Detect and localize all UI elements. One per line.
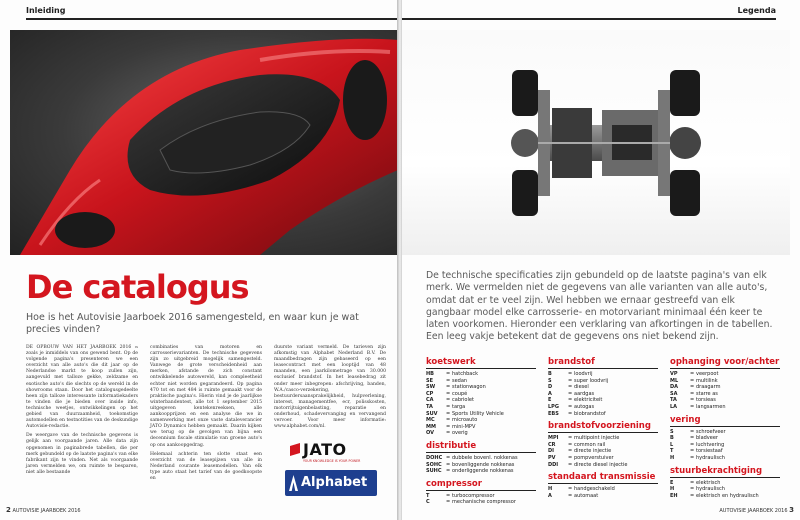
legend-equals: =	[690, 435, 695, 442]
legend-row	[426, 493, 536, 500]
legend-abbreviation: MM	[426, 423, 436, 430]
legend-row	[670, 493, 780, 500]
red-sports-car-image	[10, 30, 398, 255]
legend-abbreviation: OV	[426, 430, 434, 437]
legend-equals: =	[690, 454, 695, 461]
legend-heading: compressor	[426, 479, 536, 491]
legend-equals: =	[446, 492, 451, 499]
legend-description: autogas	[574, 403, 595, 410]
legend-equals: =	[446, 417, 451, 424]
legend-description: onderliggende nokkenas	[452, 468, 514, 475]
legend-list	[426, 493, 536, 506]
legend-row	[548, 448, 658, 455]
legend-row	[426, 462, 536, 469]
legend-row	[426, 397, 536, 404]
legend-equals: =	[446, 403, 451, 410]
legend-description: dubbele bovenl. nokkenas	[452, 454, 518, 461]
legend-description: schroefveer	[696, 428, 726, 435]
legend-equals: =	[446, 390, 451, 397]
legend-description: loodvrij	[574, 371, 593, 377]
legend-description: pompverstuiver	[574, 454, 614, 461]
legend-description: hatchback	[452, 371, 478, 377]
legend-group	[670, 415, 780, 462]
legend-abbreviation: T	[670, 448, 674, 455]
legend-list	[670, 480, 780, 500]
legend-column-3	[670, 357, 780, 503]
legend-description: starre as	[696, 390, 718, 397]
legend-description: super loodvrij	[574, 377, 609, 384]
legend-heading: distributie	[426, 441, 536, 453]
legend-abbreviation: MPI	[548, 435, 559, 442]
legend-abbreviation: HB	[426, 371, 434, 377]
footer-publication-left: AUTOVISIE JAARBOEK 2016	[12, 508, 81, 514]
legend-abbreviation: L	[670, 441, 674, 448]
legend-row	[426, 424, 536, 431]
paragraph: duurste variant vermeld. De tarieven zijn afkomstig van Alphabet Nederland B.V. De maandbedragen zijn gebaseerd op een leasecontract met een looptijd van 48 maanden, een jaarkilometrage van 30.000 exclusief brandstof. In het leasebedrag zit onder meer inbegrepen: afschrijving, banden, W.A./casco-verzekering, bestuurdersaansprakelijkheid, hulpverlening, interest, managementfee, ecr, polisskosten, motorrijtuigenbelasting, reparatie en onderhoud, schadevervanging en vervangend vervoer. Voor meer informatie: www.alphabet.com/nl.	[274, 345, 386, 430]
legend-abbreviation: DI	[548, 448, 555, 455]
legend-row	[426, 378, 536, 385]
legend-abbreviation: LA	[670, 403, 678, 410]
legend-abbreviation: CP	[426, 390, 434, 397]
jato-flag-icon	[290, 443, 300, 457]
legend-abbreviation: A	[548, 390, 552, 397]
legend-list	[426, 455, 536, 475]
legend-abbreviation: SW	[426, 384, 436, 391]
legend-equals: =	[446, 461, 451, 468]
legend-description: biobrandstof	[574, 410, 606, 417]
legend-heading: koetswerk	[426, 357, 536, 369]
legend-intro: De technische specificaties zijn gebundeld op de laatste pagina's van elk merk. We vermelden niet de gegevens van alle varianten van alle auto's, omdat dat er te veel zijn. Wel hebben we ernaar gestreefd van elk gangbaar model elke carrosserie- en motorvariant minimaal één keer te laten voorkomen. Hieronder een verklaring van afkortingen in de tabellen. Een leeg vakje betekent dat de gegevens ons niet bekend zijn.	[426, 270, 773, 343]
legend-group	[670, 357, 780, 411]
alphabet-name: Alphabet	[301, 475, 368, 490]
legend-abbreviation: SOHC	[426, 461, 442, 468]
legend-row	[548, 384, 658, 391]
legend-abbreviation: S	[548, 377, 552, 384]
legend-abbreviation: B	[548, 371, 552, 377]
legend-abbreviation: EH	[670, 492, 678, 499]
page-number-right: 3	[789, 506, 794, 514]
legend-row	[426, 455, 536, 462]
alphabet-logo	[285, 470, 377, 496]
legend-abbreviation: S	[670, 428, 674, 435]
legend-list	[670, 371, 780, 411]
car-top-view-photo	[10, 30, 398, 255]
legend-equals: =	[690, 479, 695, 486]
legend-row	[548, 397, 658, 404]
legend-row	[670, 480, 780, 487]
legend-equals: =	[690, 492, 695, 499]
legend-row	[426, 371, 536, 378]
legend-equals: =	[690, 428, 695, 435]
legend-abbreviation: B	[670, 435, 674, 442]
legend-row	[670, 397, 780, 404]
legend-heading: brandstof	[548, 357, 658, 369]
legend-description: elektriciteit	[574, 397, 603, 404]
legend-row	[670, 384, 780, 391]
legend-row	[426, 430, 536, 437]
jato-tagline: YOUR KNOWLEDGE IS YOUR POWER	[303, 459, 361, 463]
legend-row	[670, 435, 780, 442]
legend-equals: =	[568, 435, 573, 442]
legend-description: common rail	[574, 441, 606, 448]
legend-description: elektrisch	[696, 479, 721, 486]
legend-group	[426, 441, 536, 475]
footer-publication-right: AUTOVISIE JAARBOEK 2016	[719, 508, 788, 514]
legend-row	[426, 404, 536, 411]
legend-equals: =	[446, 377, 451, 384]
legend-abbreviation: C	[426, 499, 430, 506]
legend-description: directe injectie	[574, 448, 612, 455]
legend-row	[670, 391, 780, 398]
legend-column-2	[548, 357, 658, 503]
legend-row	[426, 499, 536, 506]
legend-abbreviation: A	[548, 492, 552, 499]
legend-equals: =	[568, 384, 573, 391]
legend-group	[670, 466, 780, 500]
legend-abbreviation: TA	[426, 403, 433, 410]
legend-description: bovenliggende nokkenas	[452, 461, 515, 468]
legend-row	[548, 486, 658, 493]
right-page	[402, 0, 800, 520]
legend-equals: =	[568, 448, 573, 455]
legend-row	[548, 493, 658, 500]
paragraph: combinaties van motoren en carrosserievarianten. De technische gegevens zijn zo uitgebreid mogelijk samengesteld. Vanwege de grote verscheidenheid aan merken, afstande de zich constant ontwikkelende autowereld, kan compleetheid echter niet worden gegarandeerd. Op pagina 470 tot en met 484 is ruimte gemaakt voor de praktische pagina's. Hierin vind je de jaarlijkse winterbandentest, alle tot 1 september 2015 uitgegeven kentekenreeksen, alle aankoopprijzen en een analyse die we in samenwerking met onze vaste dataleverancier JATO Dynamics hebben gemaakt. Daarin kijken we terug op de gevolgen van bijna een decennium fiscale stimulatie van groene auto's op ons aankoopgedrag.	[150, 345, 262, 448]
legend-abbreviation: D	[548, 384, 553, 391]
legend-group	[548, 421, 658, 468]
legend-abbreviation: CA	[426, 397, 434, 404]
legend-description: hydraulisch	[696, 486, 725, 493]
car-chassis-image	[402, 30, 790, 255]
legend-heading: brandstofvoorziening	[548, 421, 658, 433]
legend-description: elektrisch en hydraulisch	[696, 492, 759, 499]
section-rule-left	[26, 18, 398, 20]
legend-abbreviation: TA	[670, 397, 677, 404]
text-column-1	[26, 345, 138, 479]
legend-description: directe diesel injectie	[574, 461, 628, 468]
legend-group	[548, 472, 658, 499]
legend-row	[426, 411, 536, 418]
legend-row	[426, 468, 536, 475]
legend-equals: =	[446, 430, 451, 437]
legend-equals: =	[446, 454, 451, 461]
section-label-right: Legenda	[737, 6, 776, 15]
legend-equals: =	[446, 384, 451, 391]
legend-description: bladveer	[696, 435, 718, 442]
legend-equals: =	[568, 377, 573, 384]
legend-equals: =	[568, 486, 573, 493]
legend-equals: =	[568, 371, 573, 377]
left-page	[0, 0, 398, 520]
paragraph: Helemaal achterin ten slotte staat een overzicht van de leasepijzen van alle in Nederland courante leasemodellen. Van elk type auto staat het tarief van de goedkoopste en	[150, 451, 262, 481]
legend-row	[426, 391, 536, 398]
legend-description: luchtvering	[696, 441, 725, 448]
legend-row	[548, 462, 658, 469]
legend-description: microauto	[452, 417, 478, 424]
paragraph: DE OPBOUW VAN HET JAARBOEK 2016 is zoals je inmiddels van ons gewend bent. Op de volgende pagina's presenteren we een overzicht van alle auto's die dit jaar op de Nederlandse markt te koop zullen zijn, aangevuld met talloze gekke, zeldzame en exotische auto's die slechts op de wereld in de showrooms staan. Door het catalogusgedeelte heen zijn talloze interessante informatiekaders te vinden die je bieden over inside info, technische weetjes, ontwikkelingen op het gebied van duurzaamheid, toekomstige automodellen en testnotities van de deskundige Autovisie-redactie.	[26, 345, 138, 430]
legend-row	[548, 378, 658, 385]
legend-row	[548, 455, 658, 462]
legend-equals: =	[690, 384, 695, 391]
legend-abbreviation: H	[670, 486, 675, 493]
legend-equals: =	[568, 461, 573, 468]
legend-row	[670, 429, 780, 436]
legend-row	[548, 442, 658, 449]
legend-equals: =	[446, 410, 451, 417]
page-subtitle: Hoe is het Autovisie Jaarboek 2016 samengesteld, en waar kun je wat precies vinden?	[26, 312, 359, 335]
legend-list	[548, 486, 658, 499]
legend-description: draagarm	[696, 384, 721, 391]
legend-heading: vering	[670, 415, 780, 427]
legend-equals: =	[568, 492, 573, 499]
legend-equals: =	[568, 441, 573, 448]
legend-heading: ophanging voor/achter	[670, 357, 780, 367]
legend-description: sedan	[452, 377, 468, 384]
legend-equals: =	[446, 468, 451, 475]
legend-description: cabriolet	[452, 397, 474, 404]
legend-row	[548, 411, 658, 418]
legend-abbreviation: MC	[426, 417, 435, 424]
legend-description: multipoint injectie	[574, 435, 620, 442]
legend-equals: =	[690, 486, 695, 493]
legend-description: turbocompressor	[452, 492, 495, 499]
legend-description: coupé	[452, 390, 468, 397]
legend-list	[548, 435, 658, 468]
legend-equals: =	[568, 454, 573, 461]
legend-group	[548, 357, 658, 417]
legend-list	[426, 371, 536, 437]
footer-left	[6, 506, 81, 514]
legend-row	[426, 384, 536, 391]
legend-row	[670, 486, 780, 493]
legend-equals: =	[446, 423, 451, 430]
legend-equals: =	[568, 397, 573, 404]
legend-description: automaat	[574, 492, 599, 499]
legend-equals: =	[690, 397, 695, 404]
legend-list	[670, 429, 780, 462]
page-title: De catalogus	[26, 268, 249, 306]
legend-abbreviation: EBS	[548, 410, 559, 417]
paragraph: De weergave van de technische gegevens is gelijk aan voorgaande jaren. Alle data zijn opgenomen in paginabrede tabellen, die per merk gebundeld op de laatste pagina's van elke fabrikant zijn te vinden. Net als voorgaande jaren vermelden we, om ruimte te besparen, niet alle bestaande	[26, 433, 138, 475]
legend-description: torsieas	[696, 397, 716, 404]
legend-abbreviation: SA	[670, 390, 678, 397]
legend-row	[548, 435, 658, 442]
legend-description: handgeschakeld	[574, 486, 615, 493]
legend-abbreviation: SE	[426, 377, 434, 384]
legend-heading: stuurbekrachtiging	[670, 466, 780, 478]
legend-abbreviation: PV	[548, 454, 556, 461]
legend-abbreviation: DDI	[548, 461, 559, 468]
legend-equals: =	[568, 410, 573, 417]
legend-equals: =	[446, 371, 451, 377]
section-label-left: Inleiding	[26, 6, 66, 15]
legend-equals: =	[690, 403, 695, 410]
legend-description: overig	[452, 430, 468, 437]
legend-description: veerpoot	[696, 371, 719, 377]
legend-row	[670, 404, 780, 411]
footer-right	[719, 506, 794, 514]
text-column-2	[150, 345, 262, 485]
legend-abbreviation: DOHC	[426, 454, 443, 461]
jato-name: JATO	[303, 440, 347, 459]
legend-row	[426, 417, 536, 424]
legend-equals: =	[690, 441, 695, 448]
legend-description: mechanische compressor	[452, 499, 516, 506]
legend-row	[670, 455, 780, 462]
legend-abbreviation: SUHC	[426, 468, 442, 475]
legend-equals: =	[446, 397, 451, 404]
legend-column-1	[426, 357, 536, 510]
chassis-photo	[402, 30, 790, 255]
legend-description: targa	[452, 403, 466, 410]
legend-abbreviation: ML	[670, 377, 679, 384]
legend-abbreviation: E	[670, 479, 674, 486]
legend-group	[426, 479, 536, 506]
legend-abbreviation: LPG	[548, 403, 559, 410]
legend-list	[548, 371, 658, 417]
legend-abbreviation: SUV	[426, 410, 438, 417]
alphabet-a-icon	[289, 475, 298, 491]
legend-equals: =	[690, 390, 695, 397]
legend-abbreviation: E	[548, 397, 552, 404]
legend-description: Sports Utility Vehicle	[452, 410, 504, 417]
legend-equals: =	[690, 377, 695, 384]
legend-group	[426, 357, 536, 437]
legend-description: diesel	[574, 384, 589, 391]
text-column-3	[274, 345, 386, 433]
legend-heading: standaard transmissie	[548, 472, 658, 484]
legend-row	[548, 404, 658, 411]
legend-description: mini-MPV	[452, 423, 476, 430]
legend-description: torsiestaaf	[696, 448, 723, 455]
legend-row	[670, 371, 780, 378]
legend-abbreviation: H	[670, 454, 675, 461]
legend-abbreviation: CR	[548, 441, 556, 448]
page-number-left: 2	[6, 506, 11, 514]
legend-row	[670, 378, 780, 385]
legend-abbreviation: H	[548, 486, 553, 493]
legend-row	[670, 448, 780, 455]
legend-equals: =	[568, 403, 573, 410]
legend-description: stationwagon	[452, 384, 486, 391]
legend-row	[670, 442, 780, 449]
legend-abbreviation: T	[426, 492, 430, 499]
legend-row	[548, 391, 658, 398]
legend-description: multilink	[696, 377, 718, 384]
legend-abbreviation: DA	[670, 384, 679, 391]
legend-row	[548, 371, 658, 378]
legend-description: hydraulisch	[696, 454, 725, 461]
section-rule-right	[402, 18, 776, 20]
legend-equals: =	[446, 499, 451, 506]
legend-equals: =	[690, 448, 695, 455]
legend-equals: =	[690, 371, 695, 377]
jato-logo	[303, 440, 359, 470]
legend-abbreviation: VP	[670, 371, 678, 377]
legend-description: aardgas	[574, 390, 595, 397]
legend-description: langsarmen	[696, 403, 726, 410]
legend-equals: =	[568, 390, 573, 397]
